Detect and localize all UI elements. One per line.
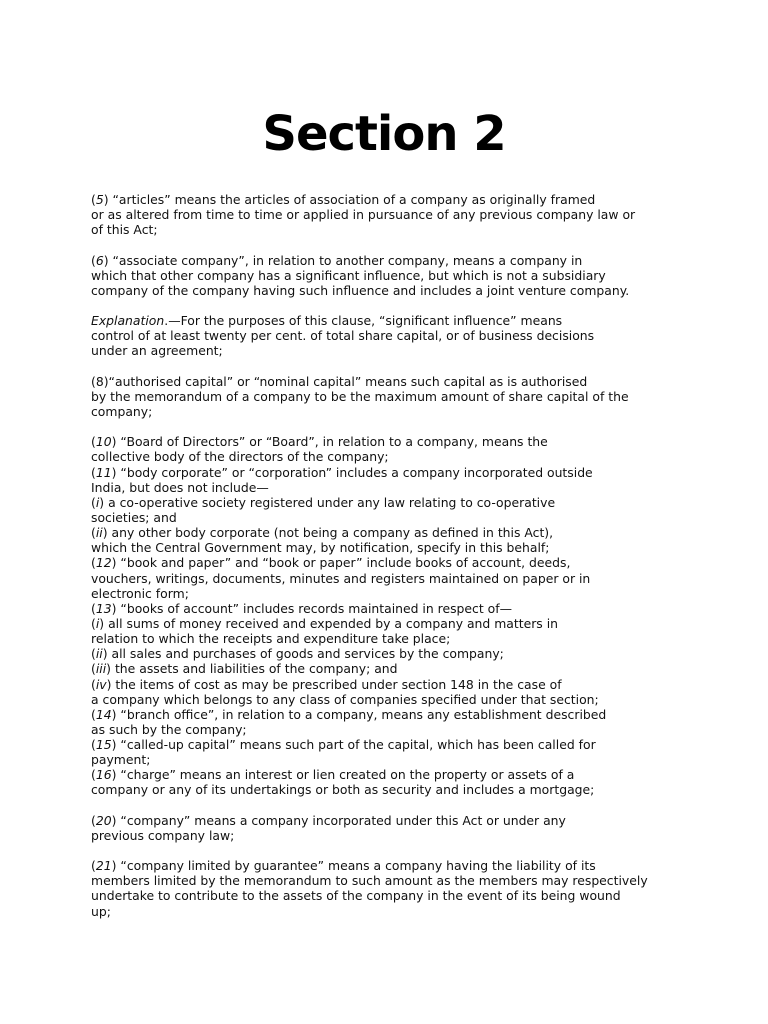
clause-number: 14 xyxy=(95,706,112,722)
clause-number: 12 xyxy=(95,555,112,571)
clause-16: (16) “charge” means an interest or lien created on the property or assets of a company or any of its undertakings or both as security and includes a mortgage; xyxy=(91,767,595,798)
clause-8: (8)“authorised capital” or “nominal capital” means such capital as is authorised by the memorandum of a company to be the maximum amount of share capital of the company; xyxy=(91,373,629,419)
sub-clause-iii: (iii) the assets and liabilities of the company; and xyxy=(91,661,398,677)
clause-number: 15 xyxy=(95,737,112,753)
clause-number: 5 xyxy=(95,192,104,207)
clause-10: (10) “Board of Directors” or “Board”, in relation to a company, means the collective body of the directors of the company; xyxy=(91,434,548,465)
sub-clause-ii: (ii) all sales and purchases of goods and services by the company; xyxy=(91,646,504,662)
clause-number: 20 xyxy=(95,812,112,828)
page-title: Section 2 xyxy=(262,106,506,162)
clause-11: (11) “body corporate” or “corporation” includes a company incorporated outside India, but does not include— (i) a co-operative society registered under any law relating to co-operative societies; and (ii) any other body corporate (not being a company as defined in this Act), which the Central Government may, by notification, specify in this behalf; xyxy=(91,465,691,556)
clause-14: (14) “branch office”, in relation to a company, means any establishment described as such by the company; xyxy=(91,706,607,737)
clause-12: (12) “book and paper” and “book or paper” include books of account, deeds, vouchers, writings, documents, minutes and registers maintained on paper or in electronic form; xyxy=(91,555,591,601)
clause-number: 10 xyxy=(95,434,112,450)
sub-clause-i: (i) a co-operative society registered under any law relating to co-operative xyxy=(91,494,556,510)
clause-13: (13) “books of account” includes records maintained in respect of— (i) all sums of money received and expended by a company and matters in relation to which the receipts and expenditure take place; (ii) all sales and purchases of goods and services by the company; (iii) the assets and liabilities of the company; and (iv) the items of cost as may be prescribed under section 148 in the case of a company which belongs to any class of companies specified under that section; xyxy=(91,601,691,707)
clause-number: 6 xyxy=(95,252,104,268)
clause-number: 11 xyxy=(95,464,112,480)
clause-20: (20) “company” means a company incorporated under this Act or under any previous company law; xyxy=(91,812,566,843)
clause-number: 16 xyxy=(95,767,112,783)
sub-clause-ii: (ii) any other body corporate (not being a company as defined in this Act), xyxy=(91,525,554,541)
explanation: Explanation.—For the purposes of this clause, “significant influence” means control of at least twenty per cent. of total share capital, or of business decisions under an agreement; xyxy=(91,313,595,359)
sub-clause-i: (i) all sums of money received and expended by a company and matters in xyxy=(91,615,559,631)
clause-21: (21) “company limited by guarantee” means a company having the liability of its members limited by the memorandum to such amount as the members may respectively undertake to contribute to the assets of the company in the event of its being wound up; xyxy=(91,858,648,919)
clause-6: (6) “associate company”, in relation to another company, means a company in which that other company has a significant influence, but which is not a subsidiary company of the company having such influence and includes a joint venture company. xyxy=(91,252,630,298)
sub-clause-iv: (iv) the items of cost as may be prescribed under section 148 in the case of xyxy=(91,676,562,692)
document-body xyxy=(91,192,691,919)
clause-number: 13 xyxy=(95,600,112,616)
explanation-label: Explanation xyxy=(91,313,165,329)
clause-number: 21 xyxy=(95,858,112,874)
clause-15: (15) “called-up capital” means such part of the capital, which has been called for payment; xyxy=(91,737,596,768)
clause-5: (5) “articles” means the articles of association of a company as originally framed or as altered from time to time or applied in pursuance of any previous company law or of this Act; xyxy=(91,192,636,238)
